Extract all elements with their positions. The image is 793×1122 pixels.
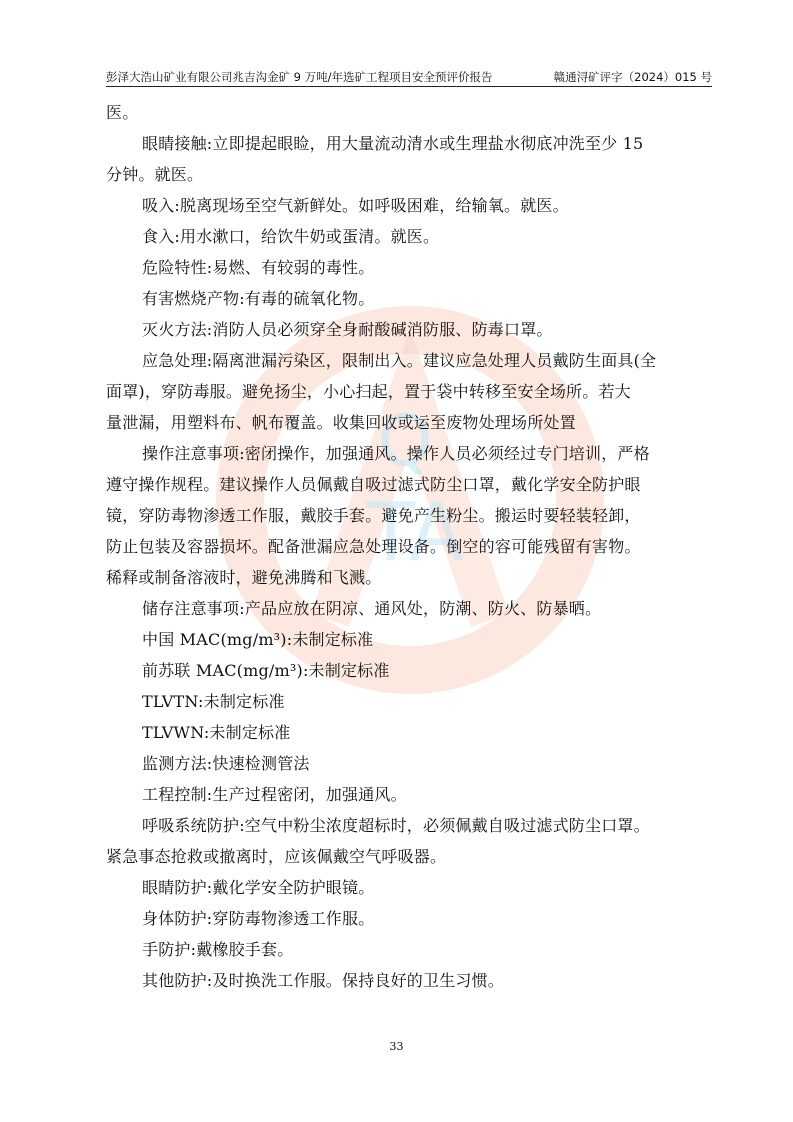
svg-text:Q: Q bbox=[377, 400, 433, 482]
body-text-line: 量泄漏，用塑料布、帆布覆盖。收集回收或运至废物处理场所处置 bbox=[106, 413, 576, 432]
body-text-line: 工程控制:生产过程密闭，加强通风。 bbox=[142, 785, 407, 804]
body-text-line: 应急处理:隔离泄漏污染区，限制出入。建议应急处理人员戴防生面具(全 bbox=[142, 351, 657, 370]
body-text-line: 呼吸系统防护:空气中粉尘浓度超标时，必须佩戴自吸过滤式防尘口罩。 bbox=[142, 816, 650, 835]
body-text-line: 食入:用水漱口，给饮牛奶或蛋清。就医。 bbox=[142, 227, 440, 246]
body-text-line: 中国 MAC(mg/m³):未制定标准 bbox=[142, 630, 374, 649]
body-text-line: 吸入:脱离现场至空气新鲜处。如呼吸困难，给输氧。就医。 bbox=[142, 196, 569, 215]
report-title: 彭泽大浩山矿业有限公司兆吉沟金矿 9 万吨/年选矿工程项目安全预评价报告 bbox=[106, 70, 493, 84]
body-text-line: 稀释或制备溶液时，避免沸腾和飞溅。 bbox=[106, 568, 382, 587]
body-text-line: 分钟。就医。 bbox=[106, 165, 204, 184]
body-text-line: 前苏联 MAC(mg/m³):未制定标准 bbox=[142, 661, 390, 680]
body-text-line: 遵守操作规程。建议操作人员佩戴自吸过滤式防尘口罩，戴化学安全防护眼 bbox=[106, 475, 641, 494]
document-number: 赣通浔矿评字（2024）015 号 bbox=[553, 70, 712, 84]
body-text-line: 紧急事态抢救或撤离时，应该佩戴空气呼吸器。 bbox=[106, 847, 447, 866]
body-text-line: 监测方法:快速检测管法 bbox=[142, 754, 310, 773]
body-text-line: TLVWN:未制定标准 bbox=[142, 723, 291, 742]
body-text-line: 镜，穿防毒物渗透工作服，戴胶手套。避免产生粉尘。搬运时要轻装轻卸， bbox=[106, 506, 641, 525]
body-text-line: 医。 bbox=[106, 103, 139, 122]
body-text-line: 有害燃烧产物:有毒的硫氧化物。 bbox=[142, 289, 375, 308]
body-text-line: 操作注意事项:密闭操作，加强通风。操作人员必须经过专门培训，严格 bbox=[142, 444, 650, 463]
body-text-line: 其他防护:及时换洗工作服。保持良好的卫生习惯。 bbox=[142, 971, 504, 990]
body-text-line: 防止包装及容器损坏。配备泄漏应急处理设备。倒空的容可能残留有害物。 bbox=[106, 537, 641, 556]
page-header bbox=[106, 68, 712, 87]
svg-text:TA: TA bbox=[366, 486, 464, 579]
body-text-line: 储存注意事项:产品应放在阴凉、通风处，防潮、防火、防暴晒。 bbox=[142, 599, 602, 618]
body-text-line: 面罩)，穿防毒服。避免扬尘，小心扫起，置于袋中转移至安全场所。若大 bbox=[106, 382, 631, 401]
body-text-line: 手防护:戴橡胶手套。 bbox=[142, 940, 294, 959]
body-text-line: 身体防护:穿防毒物渗透工作服。 bbox=[142, 909, 375, 928]
body-text-line: TLVTN:未制定标准 bbox=[142, 692, 285, 711]
body-text-line: 灭火方法:消防人员必须穿全身耐酸碱消防服、防毒口罩。 bbox=[142, 320, 553, 339]
document-body bbox=[106, 97, 718, 996]
body-text-line: 危险特性:易燃、有较弱的毒性。 bbox=[142, 258, 375, 277]
body-text-line: 眼睛防护:戴化学安全防护眼镜。 bbox=[142, 878, 375, 897]
page-number: 33 bbox=[389, 1040, 404, 1053]
body-text-line: 眼睛接触:立即提起眼睑，用大量流动清水或生理盐水彻底冲洗至少 15 bbox=[142, 134, 644, 153]
